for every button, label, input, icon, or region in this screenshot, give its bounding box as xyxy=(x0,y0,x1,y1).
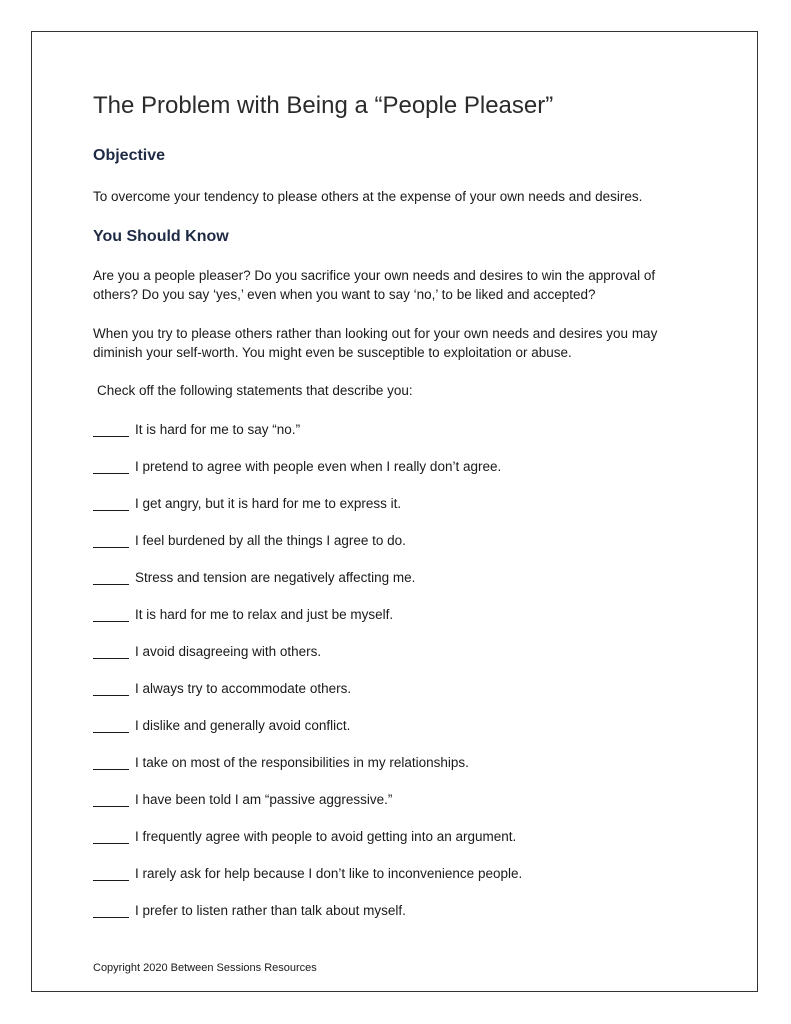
paragraph-1 xyxy=(93,266,713,304)
checkbox-blank[interactable] xyxy=(93,459,129,474)
checklist-item xyxy=(93,496,522,533)
checklist-item-text: I get angry, but it is hard for me to express it. xyxy=(135,496,402,511)
checkbox-blank[interactable] xyxy=(93,829,129,844)
paragraph-1-line-1: Are you a people pleaser? Do you sacrifice your own needs and desires to win the approval of xyxy=(93,268,656,283)
checklist-item-text: It is hard for me to relax and just be myself. xyxy=(135,607,394,622)
objective-text: To overcome your tendency to please others at the expense of your own needs and desires. xyxy=(93,189,643,204)
checklist-item xyxy=(93,607,522,644)
checklist-item-text: I always try to accommodate others. xyxy=(135,681,352,696)
copyright-footer: Copyright 2020 Between Sessions Resources xyxy=(93,962,317,974)
checkbox-blank[interactable] xyxy=(93,533,129,548)
checklist-item-text: I have been told I am “passive aggressive.” xyxy=(135,792,393,807)
checklist-item xyxy=(93,533,522,570)
checkbox-blank[interactable] xyxy=(93,422,129,437)
checklist-intro: Check off the following statements that describe you: xyxy=(97,383,413,398)
checklist-item xyxy=(93,681,522,718)
checklist-item xyxy=(93,829,522,866)
paragraph-2-line-1: When you try to please others rather than looking out for your own needs and desires you may xyxy=(93,326,658,341)
checklist-item xyxy=(93,866,522,903)
checklist-item-text: I avoid disagreeing with others. xyxy=(135,644,322,659)
checklist-item-text: It is hard for me to say “no.” xyxy=(135,422,301,437)
checklist-item xyxy=(93,422,522,459)
checkbox-blank[interactable] xyxy=(93,607,129,622)
checklist-item-text: Stress and tension are negatively affecting me. xyxy=(135,570,416,585)
checkbox-blank[interactable] xyxy=(93,496,129,511)
checklist-item-text: I prefer to listen rather than talk about myself. xyxy=(135,903,406,918)
checklist-item xyxy=(93,718,522,755)
you-should-know-heading: You Should Know xyxy=(93,228,229,245)
document-title: The Problem with Being a “People Pleaser” xyxy=(93,92,554,119)
checklist-item xyxy=(93,644,522,681)
checkbox-blank[interactable] xyxy=(93,718,129,733)
checklist-item-text: I pretend to agree with people even when I really don’t agree. xyxy=(135,459,502,474)
checklist-item-text: I take on most of the responsibilities in my relationships. xyxy=(135,755,469,770)
checklist-item-text: I frequently agree with people to avoid getting into an argument. xyxy=(135,829,517,844)
paragraph-1-line-2: others? Do you say ‘yes,’ even when you want to say ‘no,’ to be liked and accepted? xyxy=(93,287,596,302)
checkbox-blank[interactable] xyxy=(93,755,129,770)
checklist-item-text: I rarely ask for help because I don’t like to inconvenience people. xyxy=(135,866,523,881)
checklist-item xyxy=(93,792,522,829)
checklist-item xyxy=(93,570,522,607)
checkbox-blank[interactable] xyxy=(93,903,129,918)
checkbox-blank[interactable] xyxy=(93,792,129,807)
checkbox-blank[interactable] xyxy=(93,570,129,585)
paragraph-2-line-2: diminish your self-worth. You might even be susceptible to exploitation or abuse. xyxy=(93,345,572,360)
objective-heading: Objective xyxy=(93,147,166,164)
checklist-item xyxy=(93,903,522,940)
checkbox-blank[interactable] xyxy=(93,644,129,659)
checklist-item xyxy=(93,755,522,792)
checklist-item xyxy=(93,459,522,496)
paragraph-2 xyxy=(93,324,713,362)
checklist xyxy=(93,422,522,940)
checkbox-blank[interactable] xyxy=(93,681,129,696)
checklist-item-text: I dislike and generally avoid conflict. xyxy=(135,718,351,733)
checkbox-blank[interactable] xyxy=(93,866,129,881)
checklist-item-text: I feel burdened by all the things I agree to do. xyxy=(135,533,406,548)
